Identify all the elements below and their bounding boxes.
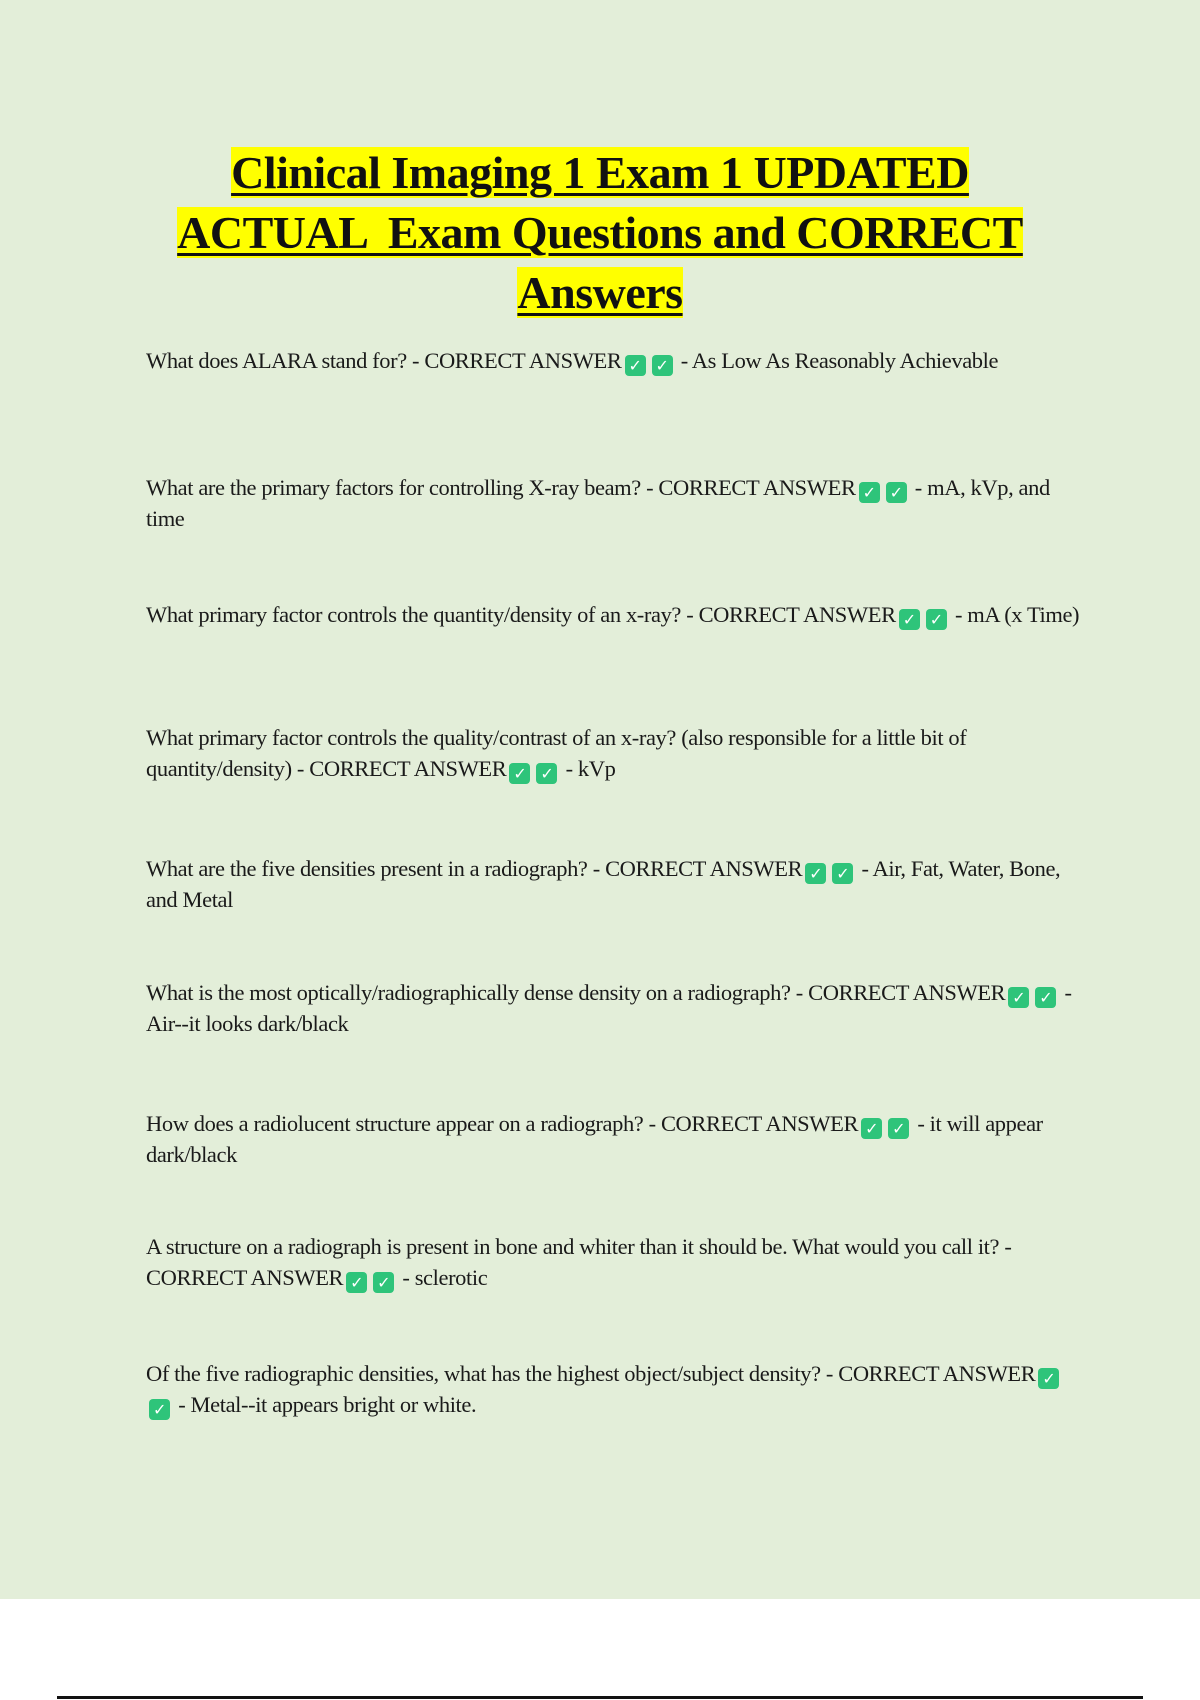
check-mark-icon: ✓ [373,1272,394,1293]
answer-text: - As Low As Reasonably Achievable [675,348,999,373]
answer-text: - Metal--it appears bright or white. [173,1392,477,1417]
question-text: What are the five densities present in a radiograph? - [146,856,606,881]
check-mark-icon: ✓ [832,863,853,884]
check-mark-icon: ✓ [536,763,557,784]
answer-marker: CORRECT ANSWER [424,348,622,373]
answer-text: - sclerotic [397,1265,488,1290]
qa-item [146,853,1086,915]
answer-text: - mA, kVp, and time [146,475,1050,531]
check-mark-icon: ✓ [346,1272,367,1293]
document-title [100,143,1100,323]
check-mark-icon: ✓ [899,609,920,630]
question-text: What are the primary factors for controlling X-ray beam? - [146,475,659,500]
footer-rule [57,1696,1143,1699]
question-text: What primary factor controls the quantity/density of an x-ray? - [146,602,699,627]
title-line-1: Clinical Imaging 1 Exam 1 UPDATED [231,147,969,198]
answer-text: - Air, Fat, Water, Bone, and Metal [146,856,1061,912]
qa-item [146,1358,1086,1420]
question-text: What is the most optically/radiographically dense density on a radiograph? - [146,980,809,1005]
answer-text: - kVp [560,756,616,781]
check-mark-icon: ✓ [805,863,826,884]
question-text: A structure on a radiograph is present in bone and whiter than it should be. What would you call it? - [146,1234,1012,1259]
check-mark-icon: ✓ [625,355,646,376]
answer-marker: CORRECT ANSWER [838,1361,1036,1386]
answer-marker: CORRECT ANSWER [808,980,1006,1005]
qa-item [146,1231,1086,1293]
question-text: How does a radiolucent structure appear on a radiograph? - [146,1111,661,1136]
check-mark-icon: ✓ [888,1118,909,1139]
question-text: What does ALARA stand for? - [146,348,425,373]
qa-item [146,599,1086,630]
check-mark-icon: ✓ [509,763,530,784]
question-text: Of the five radiographic densities, what has the highest object/subject density? - [146,1361,839,1386]
check-mark-icon: ✓ [886,482,907,503]
answer-text: - mA (x Time) [949,602,1080,627]
check-mark-icon: ✓ [926,609,947,630]
title-line-2: ACTUAL Exam Questions and CORRECT [177,207,1023,258]
answer-marker: CORRECT ANSWER [146,1265,344,1290]
check-mark-icon: ✓ [149,1399,170,1420]
question-text: What primary factor controls the quality/contrast of an x-ray? (also responsible for a little bit of quantity/density) - [146,725,967,781]
qa-item [146,472,1086,534]
answer-marker: CORRECT ANSWER [605,856,803,881]
title-line-3: Answers [517,267,683,318]
check-mark-icon: ✓ [861,1118,882,1139]
answer-marker: CORRECT ANSWER [658,475,856,500]
check-mark-icon: ✓ [1035,987,1056,1008]
answer-marker: CORRECT ANSWER [309,756,507,781]
qa-item [146,977,1086,1039]
check-mark-icon: ✓ [652,355,673,376]
check-mark-icon: ✓ [859,482,880,503]
check-mark-icon: ✓ [1038,1368,1059,1389]
answer-text: - Air--it looks dark/black [146,980,1072,1036]
answer-marker: CORRECT ANSWER [660,1111,859,1136]
answer-marker: CORRECT ANSWER [698,602,896,627]
qa-item [146,1108,1086,1170]
qa-item [146,722,1086,784]
answer-text: - it will appear dark/black [146,1111,1043,1167]
qa-item [146,345,1086,376]
check-mark-icon: ✓ [1008,987,1029,1008]
